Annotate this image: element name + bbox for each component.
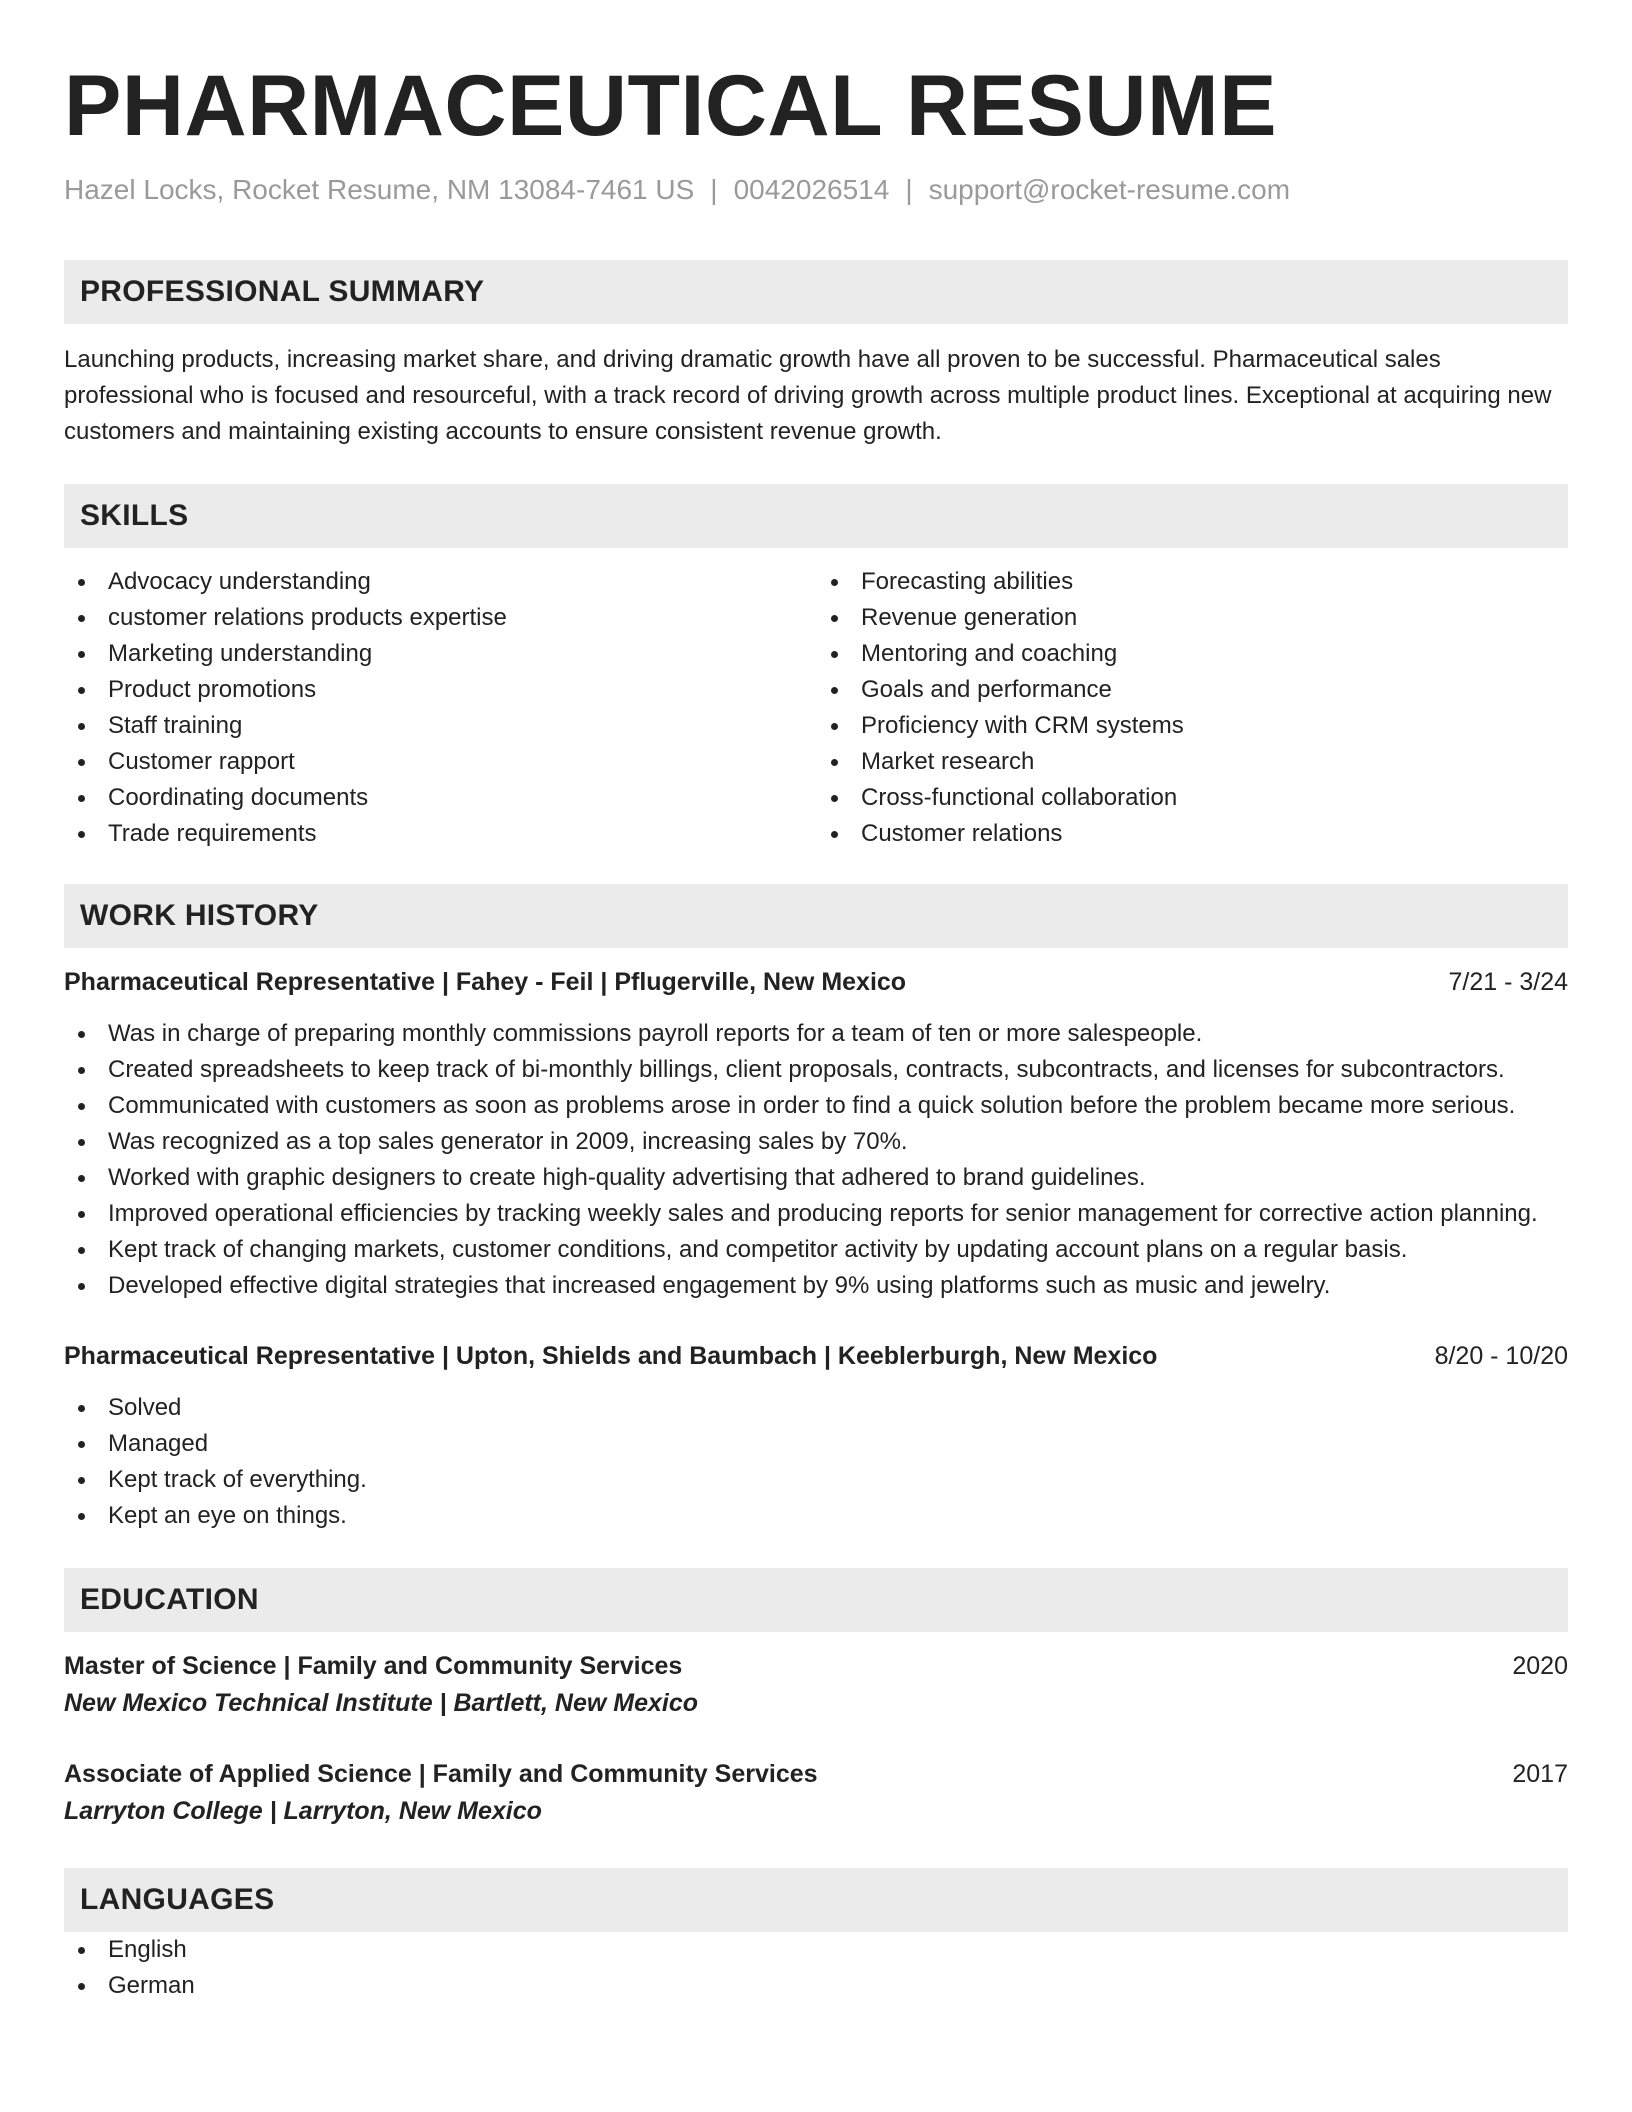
job-bullet: Improved operational efficiencies by tracking weekly sales and producing reports for senior management for corrective action planning. — [64, 1196, 1568, 1232]
contact-email: support@rocket-resume.com — [928, 174, 1291, 205]
job-dates: 7/21 - 3/24 — [1448, 968, 1568, 996]
skill-item: Cross-functional collaboration — [817, 780, 1568, 816]
skill-item: customer relations products expertise — [64, 600, 815, 636]
skill-item: Forecasting abilities — [817, 564, 1568, 600]
skill-item: Proficiency with CRM systems — [817, 708, 1568, 744]
education-header — [64, 1756, 1568, 1792]
education-school: Larryton College | Larryton, New Mexico — [64, 1797, 542, 1825]
skills-grid — [64, 564, 1568, 852]
skill-item: Customer rapport — [64, 744, 815, 780]
skill-item: Marketing understanding — [64, 636, 815, 672]
languages-heading: LANGUAGES — [64, 1868, 1568, 1932]
education-entry — [64, 1648, 1568, 1722]
skills-right-column — [815, 564, 1568, 852]
job-entry — [64, 964, 1568, 1304]
summary-text: Launching products, increasing market share, and driving dramatic growth have all proven to be successful. Pharmaceutical sales professional who is focused and resourceful, with a track record of driving growth across multiple product lines. Exceptional at acquiring new customers and maintaining existing accounts to ensure consistent revenue growth. — [64, 346, 1552, 445]
contact-line — [64, 172, 1568, 208]
job-bullet: Kept track of changing markets, customer conditions, and competitor activity by updating account plans on a regular basis. — [64, 1232, 1568, 1268]
skill-item: Product promotions — [64, 672, 815, 708]
skill-item: Staff training — [64, 708, 815, 744]
skill-item: Advocacy understanding — [64, 564, 815, 600]
job-dates: 8/20 - 10/20 — [1434, 1342, 1568, 1370]
contact-address: Hazel Locks, Rocket Resume, NM 13084-7461 US — [64, 174, 695, 205]
education-entry — [64, 1756, 1568, 1830]
skills-heading: SKILLS — [64, 484, 1568, 548]
job-bullets — [64, 1390, 1568, 1534]
skill-item: Coordinating documents — [64, 780, 815, 816]
job-bullets — [64, 1016, 1568, 1304]
skills-left-column — [64, 564, 815, 852]
skill-item: Goals and performance — [817, 672, 1568, 708]
job-bullet: Managed — [64, 1426, 1568, 1462]
skill-item: Mentoring and coaching — [817, 636, 1568, 672]
job-bullet: Worked with graphic designers to create high-quality advertising that adhered to brand guidelines. — [64, 1160, 1568, 1196]
resume-title: PHARMACEUTICAL RESUME — [64, 58, 1277, 154]
job-bullet: Kept track of everything. — [64, 1462, 1568, 1498]
job-title: Pharmaceutical Representative | Fahey - Feil | Pflugerville, New Mexico — [64, 968, 907, 996]
job-bullet: Communicated with customers as soon as problems arose in order to find a quick solution before the problem became more serious. — [64, 1088, 1568, 1124]
work-history-heading: WORK HISTORY — [64, 884, 1568, 948]
job-bullet: Developed effective digital strategies that increased engagement by 9% using platforms such as music and jewelry. — [64, 1268, 1568, 1304]
languages-list — [64, 1932, 1568, 2004]
job-header — [64, 1338, 1568, 1374]
job-title: Pharmaceutical Representative | Upton, Shields and Baumbach | Keeblerburgh, New Mexico — [64, 1342, 1158, 1370]
skill-item: Trade requirements — [64, 816, 815, 852]
job-bullet: Was recognized as a top sales generator in 2009, increasing sales by 70%. — [64, 1124, 1568, 1160]
language-item: English — [64, 1932, 1568, 1968]
job-entry — [64, 1338, 1568, 1534]
job-bullet: Created spreadsheets to keep track of bi-monthly billings, client proposals, contracts, subcontracts, and licenses for subcontractors. — [64, 1052, 1568, 1088]
education-school: New Mexico Technical Institute | Bartlett, New Mexico — [64, 1689, 698, 1717]
education-degree: Associate of Applied Science | Family and Community Services — [64, 1760, 818, 1788]
skill-item: Market research — [817, 744, 1568, 780]
job-bullet: Solved — [64, 1390, 1568, 1426]
job-bullet: Was in charge of preparing monthly commissions payroll reports for a team of ten or more salespeople. — [64, 1016, 1568, 1052]
education-degree: Master of Science | Family and Community Services — [64, 1652, 683, 1680]
education-heading: EDUCATION — [64, 1568, 1568, 1632]
language-item: German — [64, 1968, 1568, 2004]
education-year: 2020 — [1512, 1652, 1568, 1680]
education-year: 2017 — [1512, 1760, 1568, 1788]
contact-phone: 0042026514 — [733, 174, 890, 205]
contact-separator: | — [905, 174, 913, 205]
skill-item: Revenue generation — [817, 600, 1568, 636]
skill-item: Customer relations — [817, 816, 1568, 852]
education-header — [64, 1648, 1568, 1684]
job-header — [64, 964, 1568, 1000]
job-bullet: Kept an eye on things. — [64, 1498, 1568, 1534]
summary-heading: PROFESSIONAL SUMMARY — [64, 260, 1568, 324]
contact-separator: | — [710, 174, 718, 205]
